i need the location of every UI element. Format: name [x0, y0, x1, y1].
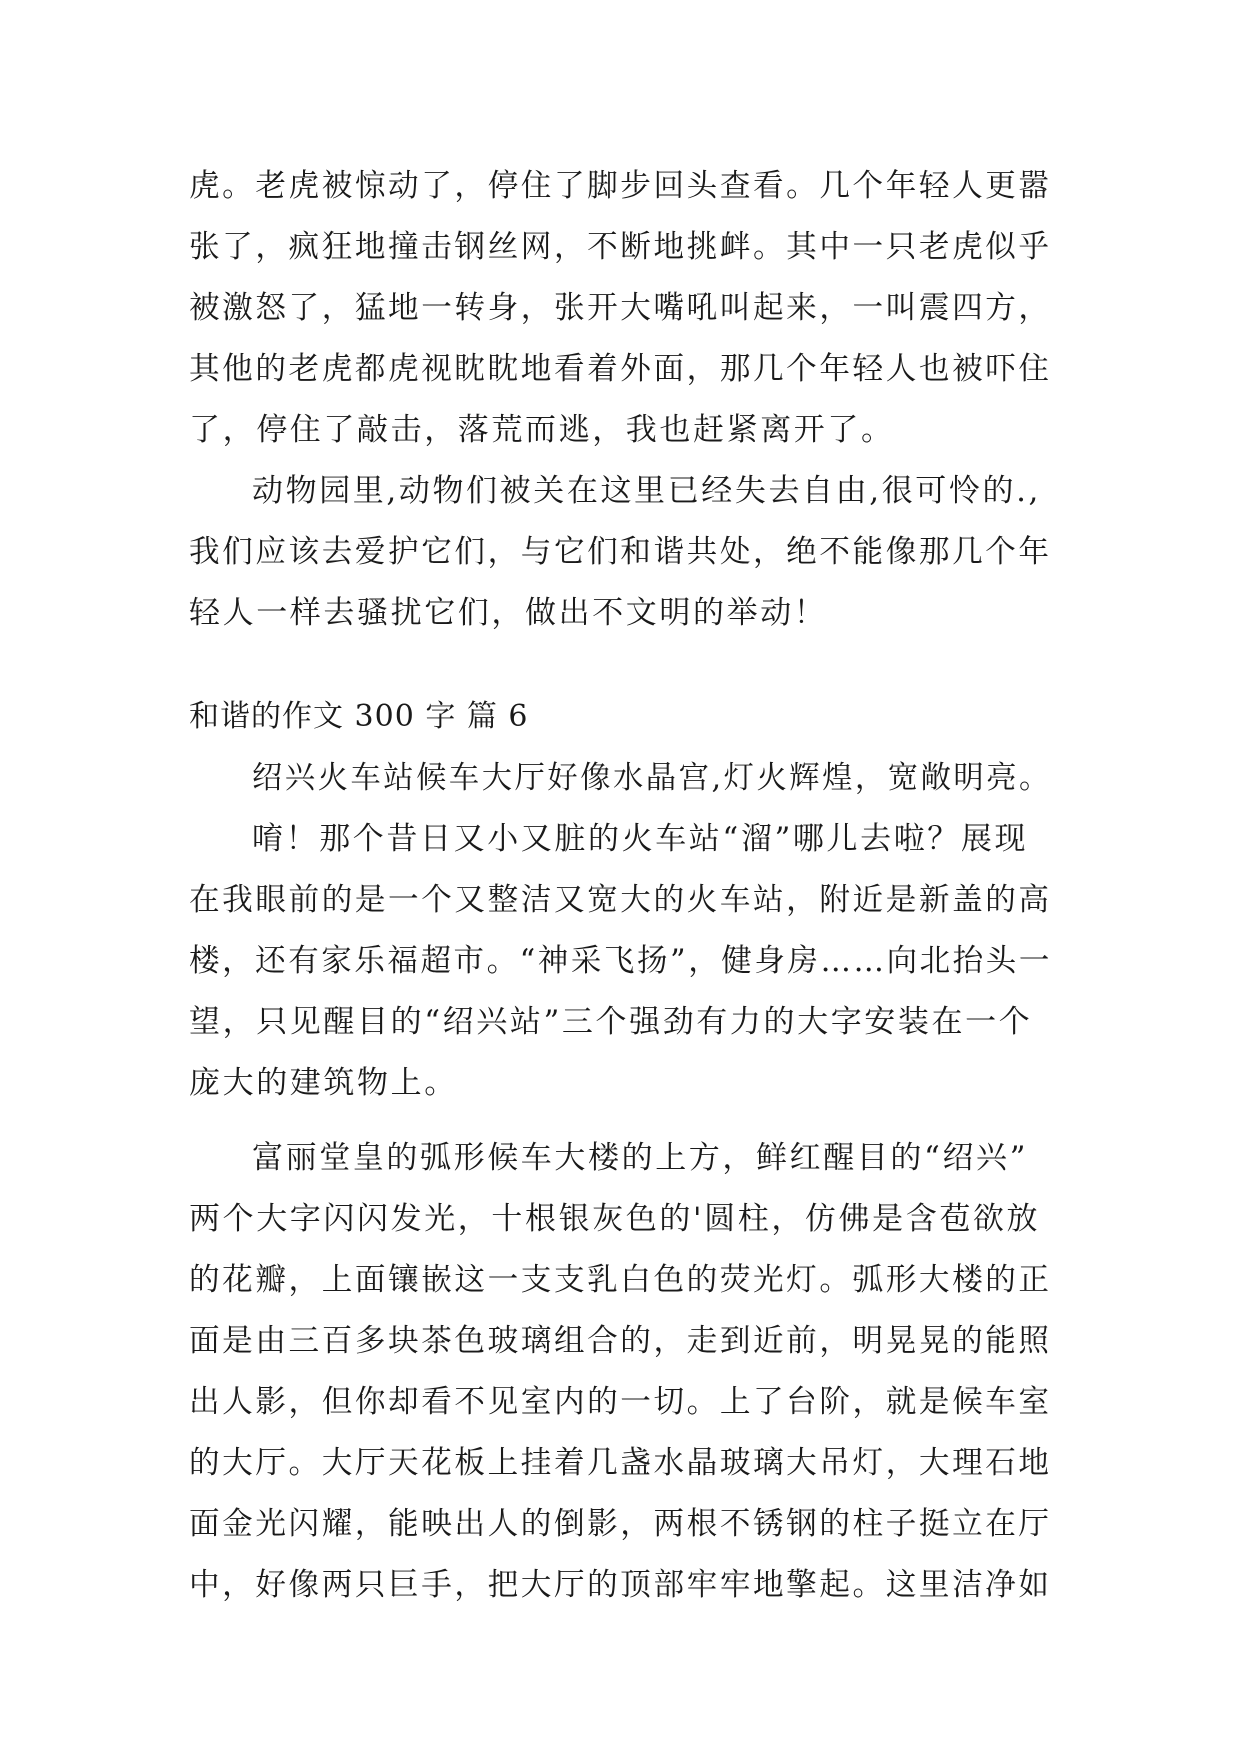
text-line: 面是由三百多块茶色玻璃组合的，走到近前，明晃晃的能照 — [189, 1323, 1052, 1359]
text-line: 我们应该去爱护它们，与它们和谐共处，绝不能像那几个年 — [189, 534, 1052, 570]
text-line: 两个大字闪闪发光，十根银灰色的'圆柱，仿佛是含苞欲放 — [189, 1201, 1041, 1237]
text-line: 虎。老虎被惊动了，停住了脚步回头查看。几个年轻人更嚣 — [189, 168, 1052, 204]
text-line: 中，好像两只巨手，把大厅的顶部牢牢地擎起。这里洁净如 — [189, 1567, 1052, 1603]
text-line: 在我眼前的是一个又整洁又宽大的火车站，附近是新盖的高 — [189, 882, 1052, 918]
text-line: 出人影，但你却看不见室内的一切。上了台阶，就是候车室 — [189, 1384, 1052, 1420]
text-line: 被激怒了，猛地一转身，张开大嘴吼叫起来，一叫震四方， — [189, 290, 1052, 326]
text-line: 楼，还有家乐福超市。“神采飞扬”，健身房……向北抬头一 — [189, 943, 1052, 979]
text-line: 其他的老虎都虎视眈眈地看着外面，那几个年轻人也被吓住 — [189, 351, 1052, 387]
paragraph-first-line: 动物园里,动物们被关在这里已经失去自由,很可怜的., — [252, 473, 1042, 509]
paragraph-first-line: 唷！那个昔日又小又脏的火车站“溜”哪儿去啦？展现 — [252, 821, 1029, 857]
section-heading: 和谐的作文 300 字 篇 6 — [189, 699, 529, 734]
paragraph-first-line: 富丽堂皇的弧形候车大楼的上方，鲜红醒目的“绍兴” — [252, 1140, 1029, 1176]
text-line: 的大厅。大厅天花板上挂着几盏水晶玻璃大吊灯，大理石地 — [189, 1445, 1052, 1481]
text-line: 了，停住了敲击，落荒而逃，我也赶紧离开了。 — [189, 412, 895, 448]
text-line: 面金光闪耀，能映出人的倒影，两根不锈钢的柱子挺立在厅 — [189, 1506, 1052, 1542]
text-line: 张了，疯狂地撞击钢丝网，不断地挑衅。其中一只老虎似乎 — [189, 229, 1052, 265]
text-line: 的花瓣，上面镶嵌这一支支乳白色的荧光灯。弧形大楼的正 — [189, 1262, 1052, 1298]
text-line: 望，只见醒目的“绍兴站”三个强劲有力的大字安装在一个 — [189, 1004, 1033, 1040]
text-line: 庞大的建筑物上。 — [189, 1065, 458, 1101]
text-line: 轻人一样去骚扰它们，做出不文明的举动！ — [189, 595, 828, 631]
paragraph-first-line: 绍兴火车站候车大厅好像水晶宫,灯火辉煌，宽敞明亮。 — [252, 760, 1052, 796]
